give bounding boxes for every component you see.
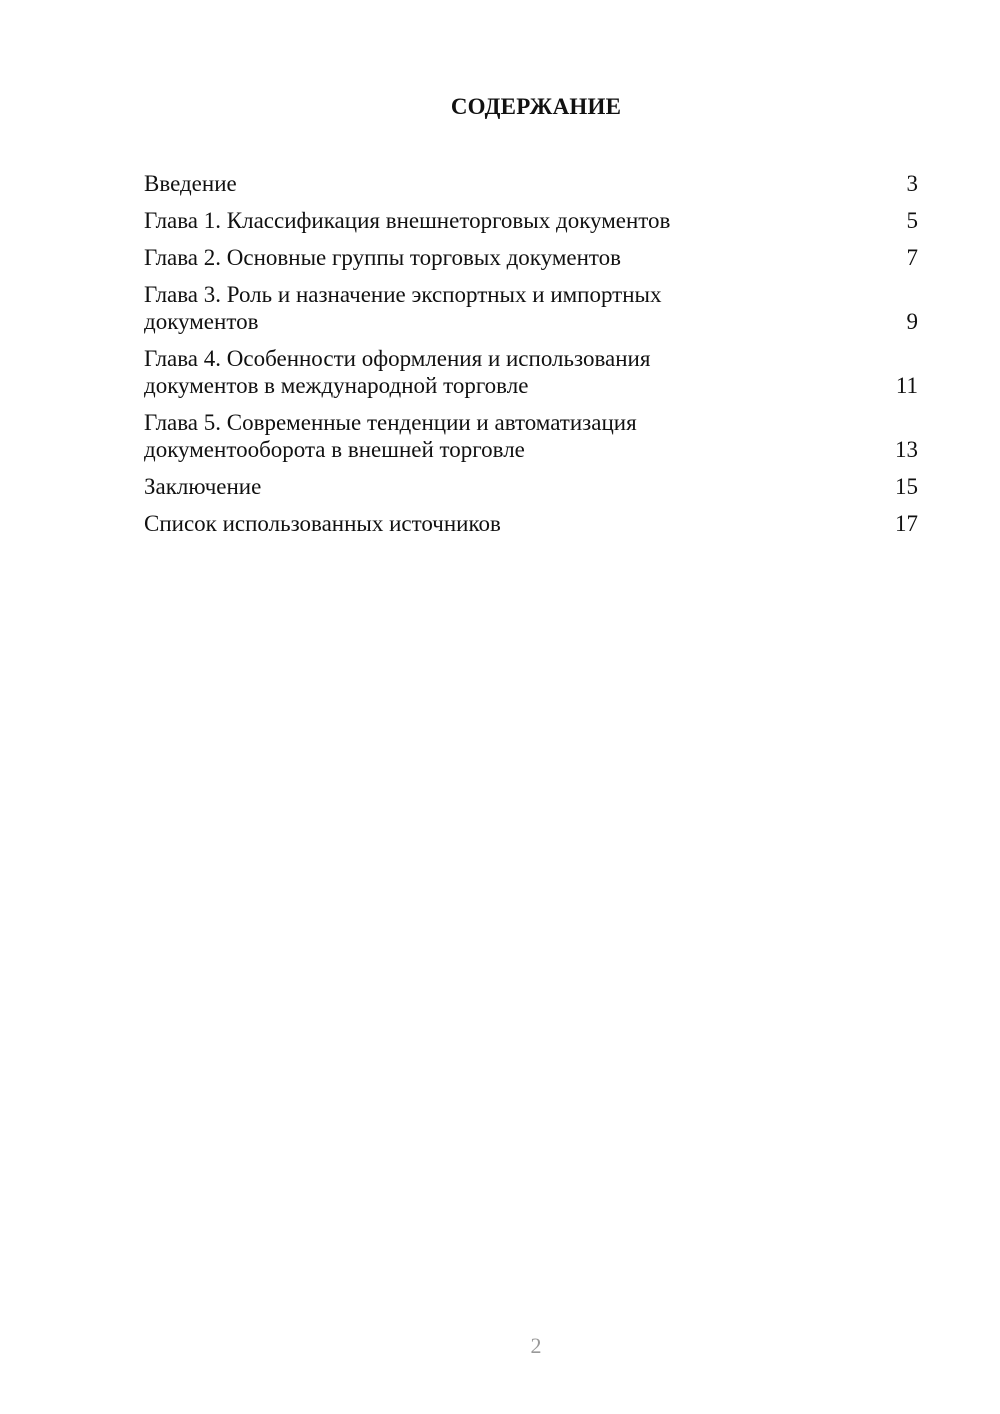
toc-entry-label [144,244,621,271]
toc-entry-page-number: 17 [895,511,918,536]
toc-entry-chapter-5 [144,409,918,463]
toc-entry-page-number: 3 [906,171,918,196]
toc-title [0,94,1000,120]
toc-entry-label-line: Глава 3. Роль и назначение экспортных и импортных [144,282,662,307]
toc-entry-label-line: Глава 1. Классификация внешнеторговых документов [144,208,671,233]
toc-entry-page-number: 7 [906,245,918,270]
toc-entry-page-number: 11 [895,373,918,398]
toc-entry-conclusion [144,473,918,500]
toc-entry-label-line: Глава 5. Современные тенденции и автоматизация [144,410,637,435]
toc-entry-label [144,207,670,234]
table-of-contents [144,170,918,547]
toc-entry-label [144,345,650,399]
toc-entry-references [144,510,918,537]
toc-entry-chapter-2 [144,244,918,271]
toc-title-text: СОДЕРЖАНИЕ [450,94,622,119]
toc-entry-label [144,473,261,500]
toc-entry-page-number: 5 [906,208,918,233]
toc-entry-label-line: Глава 4. Особенности оформления и использования [144,346,651,371]
toc-entry-label [144,281,662,335]
toc-entry-chapter-3 [144,281,918,335]
toc-entry-label-line: Введение [144,171,237,196]
page-number: 2 [530,1333,542,1358]
toc-entry-label-line: документов в международной торговле [144,373,529,398]
toc-entry-chapter-1 [144,207,918,234]
toc-entry-label-line: Список использованных источников [144,511,501,536]
toc-entry-chapter-4 [144,345,918,399]
toc-entry-page-number: 9 [906,309,918,334]
toc-entry-label [144,409,637,463]
toc-entry-label-line: документооборота в внешней торговле [144,437,525,462]
toc-entry-label [144,170,237,197]
toc-entry-label-line: документов [144,309,259,334]
toc-entry-label-line: Заключение [144,474,262,499]
toc-entry-introduction [144,170,918,197]
toc-entry-page-number: 15 [895,474,918,499]
toc-entry-page-number: 13 [895,437,918,462]
toc-entry-label [144,510,501,537]
toc-entry-label-line: Глава 2. Основные группы торговых документов [144,245,622,270]
